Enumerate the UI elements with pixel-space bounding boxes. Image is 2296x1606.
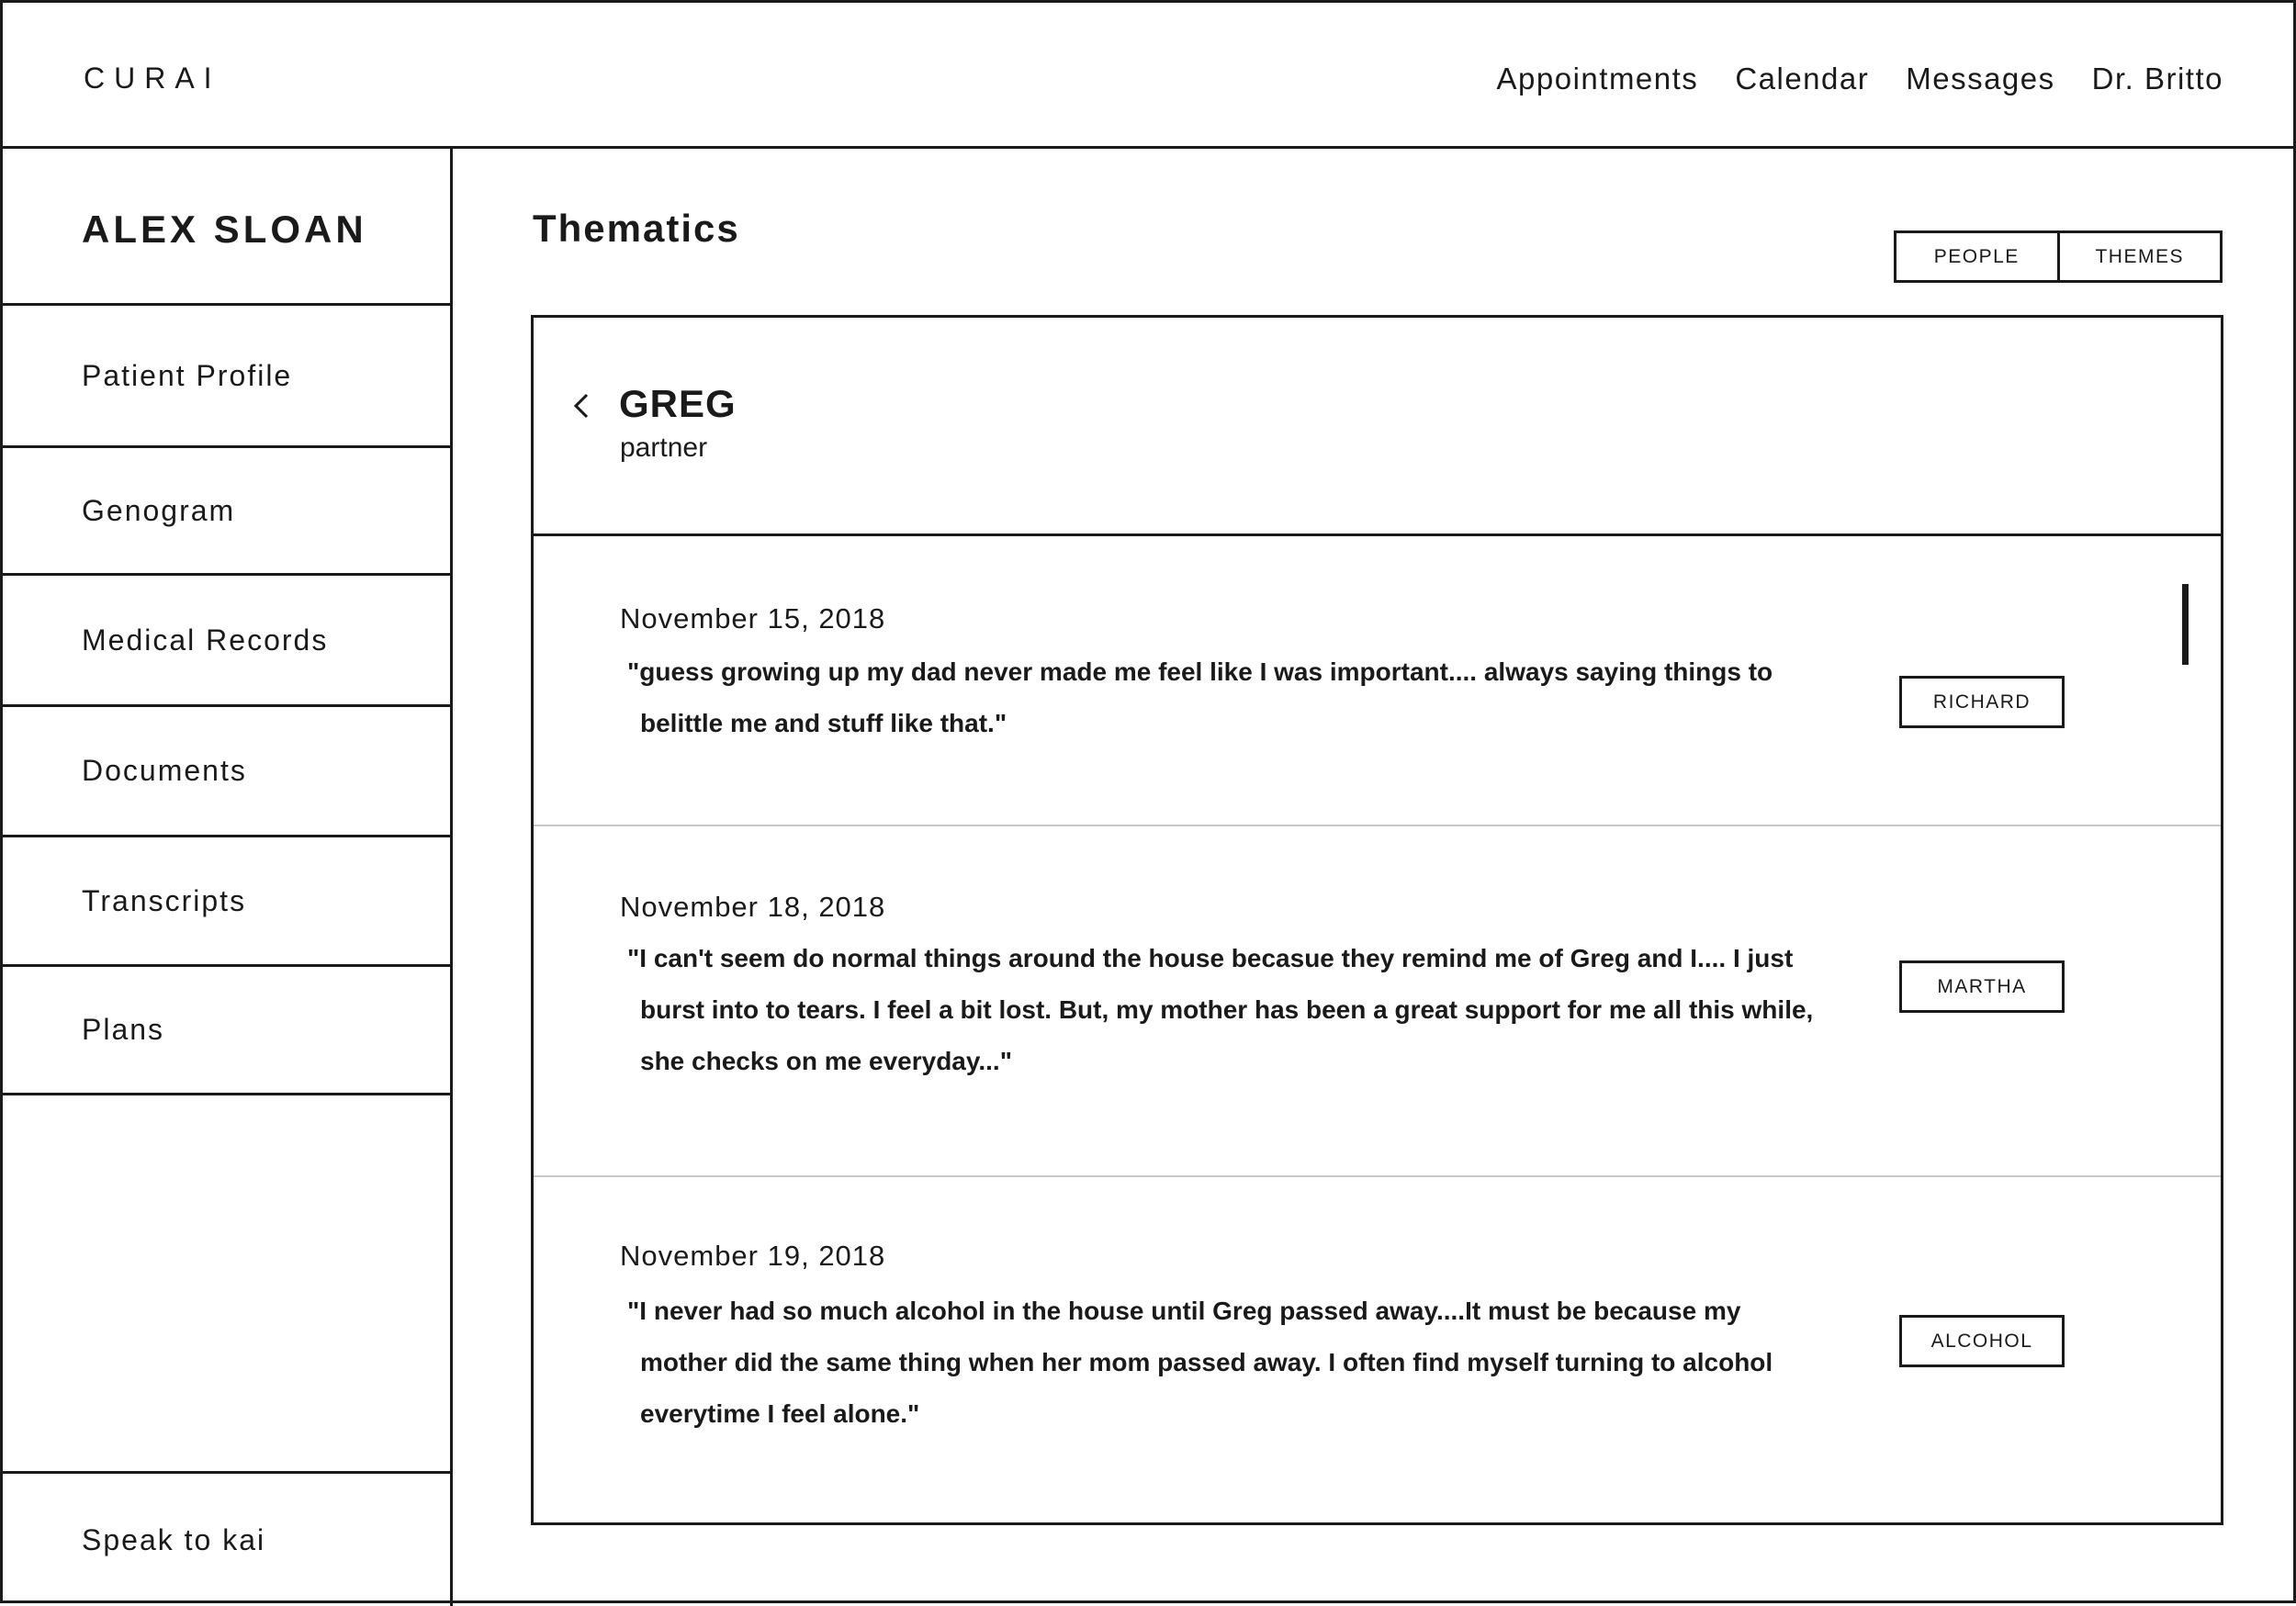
entry-date: November 15, 2018 [620,602,886,635]
sidebar-item-label: Plans [82,1013,165,1046]
entry-tag[interactable]: RICHARD [1899,676,2065,728]
nav-messages[interactable]: Messages [1906,62,2055,95]
sidebar-item-documents[interactable] [3,707,450,837]
list-item [534,1175,2221,1525]
person-relation: partner [620,432,708,463]
sidebar-item-label: Transcripts [82,883,247,917]
sidebar-item-genogram[interactable] [3,448,450,576]
person-name: GREG [619,382,737,425]
entry-tag[interactable]: ALCOHOL [1899,1315,2065,1367]
sidebar-item-transcripts[interactable] [3,837,450,967]
view-toggle [1894,230,2223,283]
list-item [534,536,2221,825]
top-nav [1497,62,2223,96]
patient-name: ALEX SLOAN [3,149,450,306]
sidebar [3,149,453,1606]
list-item [534,825,2221,1175]
nav-calendar[interactable]: Calendar [1735,62,1870,95]
sidebar-item-label: Documents [82,754,247,787]
speak-to-kai-label: Speak to kai [82,1522,266,1556]
entries-list [534,536,2221,1525]
toggle-themes-button[interactable]: THEMES [2057,233,2221,280]
entry-date: November 19, 2018 [620,1240,886,1272]
sidebar-item-label: Patient Profile [82,358,293,392]
nav-user-profile[interactable]: Dr. Britto [2091,62,2223,95]
sidebar-item-label: Medical Records [82,623,329,657]
sidebar-item-medical-records[interactable] [3,576,450,707]
top-header [3,3,2296,149]
speak-to-kai-button[interactable] [3,1471,450,1606]
entry-quote: "guess growing up my dad never made me feel like I was important.... always saying things to belittle me and stuff like that." [627,657,1773,737]
toggle-people-button[interactable]: PEOPLE [1933,245,2020,267]
entry-quote: "I can't seem do normal things around the house becasue they remind me of Greg and I.... I just burst into to tears. I feel a bit lost. But, my mother has been a great support for me all this while, she checks on me everyday..." [627,944,1814,1075]
nav-appointments[interactable]: Appointments [1496,62,1699,95]
entry-quote: "I never had so much alcohol in the house until Greg passed away....It must be because my mother did the same thing when her mom passed away. I often find myself turning to alcohol everytime I feel alone." [627,1297,1773,1428]
sidebar-item-patient-profile[interactable] [3,306,450,448]
page-title: Thematics [533,207,740,250]
entry-date: November 18, 2018 [620,891,886,923]
chevron-left-icon[interactable] [568,389,596,422]
person-header [534,318,2221,536]
entry-tag[interactable]: MARTHA [1899,960,2065,1013]
thematics-panel [531,315,2223,1525]
scrollbar[interactable] [2182,584,2189,665]
sidebar-item-label: Genogram [82,493,236,527]
sidebar-item-plans[interactable] [3,967,450,1095]
app-logo[interactable]: CURAI [84,62,221,95]
